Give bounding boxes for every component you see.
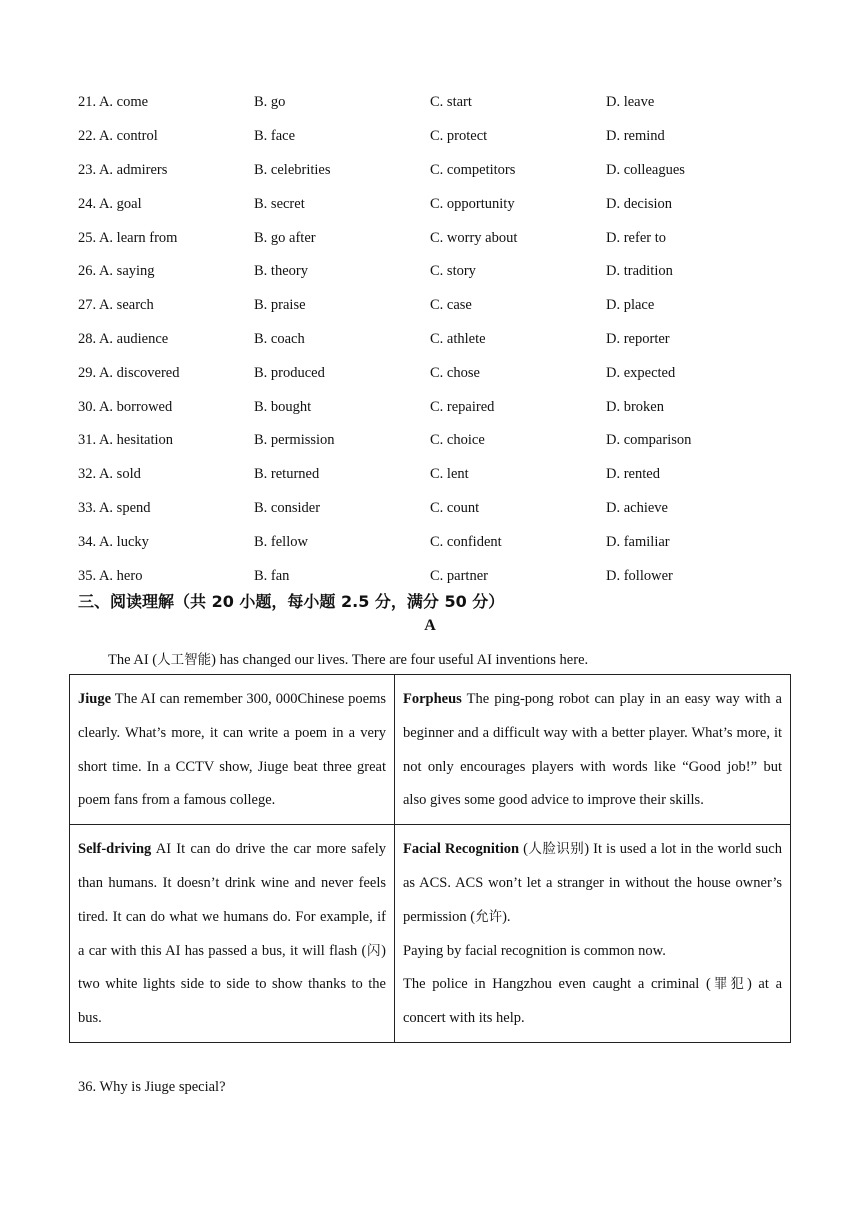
option-b: [254, 196, 430, 213]
option-a: [78, 466, 254, 483]
option-text: B. go: [254, 94, 286, 111]
option-text: C. repaired: [430, 398, 495, 415]
option-text: C. confident: [430, 533, 502, 550]
option-c: [430, 263, 606, 280]
option-text: D. place: [606, 297, 655, 314]
cell-title-jiuge: Jiuge: [78, 691, 112, 707]
cell-text-self-driving-1: AI It can do drive the car more safely than humans. It doesn’t drink wine and never feels tired. It can do what we humans do. For example, if a car with this AI has passed a bus, it will flash (: [78, 841, 386, 959]
facial-p3-cn: 罪犯: [710, 976, 747, 993]
option-text: A. admirers: [98, 161, 168, 178]
option-text: C. count: [430, 499, 480, 516]
facial-text-cn2: 允许: [475, 908, 503, 925]
option-a: [78, 568, 254, 585]
question-number: 22.: [78, 128, 97, 145]
option-text: D. refer to: [606, 229, 666, 246]
option-a: [78, 162, 254, 179]
facial-text-c: ).: [502, 908, 511, 925]
question-number: 28.: [78, 330, 97, 347]
option-text: A. learn from: [98, 229, 178, 246]
option-c: [430, 297, 606, 314]
option-d: [606, 230, 782, 247]
question-row: [78, 221, 798, 255]
cell-title-facial: Facial Recognition: [403, 841, 520, 858]
option-c: [430, 399, 606, 416]
option-a: [78, 297, 254, 314]
option-text: D. broken: [606, 398, 664, 415]
cell-text-self-driving-2: ) two white lights side to side to show thanks to the bus.: [78, 942, 386, 1027]
intro-text-cn: 人工智能: [157, 652, 212, 668]
option-b: [254, 331, 430, 348]
option-a: [78, 399, 254, 416]
cell-facial-recognition: [395, 825, 791, 1043]
option-b: [254, 162, 430, 179]
option-a: [78, 432, 254, 449]
intro-text-after: ) has changed our lives. There are four useful AI inventions here.: [211, 652, 589, 668]
cell-title-self-driving: Self-driving: [78, 841, 152, 858]
option-text: A. goal: [98, 195, 142, 212]
question-row: [78, 356, 798, 390]
option-text: B. secret: [254, 195, 305, 212]
option-text: A. search: [98, 297, 154, 314]
ai-inventions-table: [69, 674, 791, 1043]
option-text: B. returned: [254, 466, 320, 483]
intro-text-before: The AI (: [108, 652, 158, 668]
cloze-options: [78, 86, 798, 593]
option-text: B. theory: [254, 263, 308, 280]
option-text: A. hesitation: [98, 432, 174, 449]
option-c: [430, 466, 606, 483]
option-b: [254, 94, 430, 111]
option-text: C. opportunity: [430, 195, 515, 212]
question-number: 34.: [78, 533, 97, 550]
question-number: 32.: [78, 466, 97, 483]
option-text: C. choice: [430, 432, 485, 449]
question-row: [78, 255, 798, 289]
option-text: A. sold: [98, 466, 141, 483]
option-text: C. chose: [430, 364, 480, 381]
question-number: 24.: [78, 195, 97, 212]
option-b: [254, 500, 430, 517]
option-b: [254, 399, 430, 416]
table-row: [70, 675, 791, 825]
option-d: [606, 331, 782, 348]
question-row: [78, 492, 798, 526]
question-number: 26.: [78, 263, 97, 280]
question-number: 35.: [78, 567, 97, 584]
facial-paragraph-2: Paying by facial recognition is common now.: [403, 942, 666, 959]
option-d: [606, 263, 782, 280]
option-c: [430, 568, 606, 585]
option-text: B. go after: [254, 229, 316, 246]
question-row: [78, 323, 798, 357]
option-b: [254, 534, 430, 551]
option-c: [430, 534, 606, 551]
option-text: D. expected: [606, 364, 676, 381]
option-b: [254, 568, 430, 585]
option-b: [254, 128, 430, 145]
option-a: [78, 230, 254, 247]
option-d: [606, 297, 782, 314]
passage-letter: A: [424, 617, 436, 634]
option-text: D. follower: [606, 567, 673, 584]
facial-text-a: (: [519, 841, 528, 858]
option-text: A. spend: [98, 499, 151, 516]
option-text: D. achieve: [606, 499, 668, 516]
option-text: D. remind: [606, 128, 665, 145]
option-text: B. permission: [254, 432, 335, 449]
option-text: B. face: [254, 128, 296, 145]
question-number: 23.: [78, 161, 97, 178]
option-text: A. saying: [98, 263, 155, 280]
option-text: B. produced: [254, 364, 325, 381]
facial-paragraph-1: [403, 833, 782, 934]
option-text: D. rented: [606, 466, 660, 483]
question-row: [78, 187, 798, 221]
question-row: [78, 390, 798, 424]
option-c: [430, 432, 606, 449]
option-a: [78, 94, 254, 111]
option-d: [606, 399, 782, 416]
option-b: [254, 432, 430, 449]
option-c: [430, 230, 606, 247]
question-number: 29.: [78, 364, 97, 381]
option-d: [606, 128, 782, 145]
option-text: D. decision: [606, 195, 673, 212]
facial-text-cn: 人脸识别: [527, 841, 585, 858]
cell-forpheus: [395, 675, 791, 825]
option-a: [78, 331, 254, 348]
option-text: D. reporter: [606, 330, 670, 347]
option-d: [606, 432, 782, 449]
option-text: A. hero: [98, 567, 143, 584]
facial-paragraph-3: [403, 968, 782, 1036]
option-text: A. discovered: [98, 364, 180, 381]
option-d: [606, 568, 782, 585]
option-c: [430, 162, 606, 179]
option-text: A. borrowed: [98, 398, 173, 415]
option-b: [254, 365, 430, 382]
question-number: 25.: [78, 229, 97, 246]
question-number: 27.: [78, 297, 97, 314]
option-d: [606, 94, 782, 111]
option-text: B. coach: [254, 330, 305, 347]
option-text: B. fellow: [254, 533, 308, 550]
option-a: [78, 128, 254, 145]
option-text: A. lucky: [98, 533, 149, 550]
option-d: [606, 196, 782, 213]
option-c: [430, 365, 606, 382]
question-36: 36. Why is Jiuge special?: [78, 1079, 226, 1095]
option-text: A. audience: [98, 330, 169, 347]
option-text: B. consider: [254, 499, 321, 516]
table-row: [70, 825, 791, 1043]
option-text: C. competitors: [430, 161, 516, 178]
option-d: [606, 500, 782, 517]
section-title: 三、阅读理解（共 20 小题，每小题 2.5 分，满分 50 分）: [78, 592, 505, 611]
question-row: [78, 424, 798, 458]
option-b: [254, 230, 430, 247]
option-text: C. partner: [430, 567, 488, 584]
question-row: [78, 289, 798, 323]
question-number: 33.: [78, 499, 97, 516]
option-a: [78, 534, 254, 551]
option-a: [78, 196, 254, 213]
option-text: A. come: [98, 94, 149, 111]
cell-title-forpheus: Forpheus: [403, 691, 462, 707]
option-c: [430, 196, 606, 213]
cell-text-forpheus: The ping-pong robot can play in an easy way with a beginner and a difficult way with a better player. What’s more, it not only encourages players with words like “Good job!” but also gives some good advice to improve their skills.: [403, 691, 782, 809]
option-a: [78, 500, 254, 517]
option-text: C. protect: [430, 128, 488, 145]
option-text: A. control: [98, 128, 158, 145]
option-text: C. lent: [430, 466, 469, 483]
option-text: D. colleagues: [606, 161, 685, 178]
question-number: 21.: [78, 94, 97, 111]
option-b: [254, 466, 430, 483]
option-text: C. worry about: [430, 229, 518, 246]
question-number: 31.: [78, 432, 97, 449]
option-text: D. tradition: [606, 263, 673, 280]
option-b: [254, 297, 430, 314]
option-text: C. story: [430, 263, 476, 280]
facial-p3-a: The police in Hangzhou even caught a criminal (: [403, 976, 711, 993]
option-c: [430, 331, 606, 348]
question-row: [78, 458, 798, 492]
option-text: B. fan: [254, 567, 290, 584]
option-text: C. athlete: [430, 330, 486, 347]
option-text: D. leave: [606, 94, 655, 111]
option-text: B. celebrities: [254, 161, 331, 178]
passage-intro: [108, 648, 588, 669]
question-row: [78, 559, 798, 593]
cell-self-driving: [70, 825, 395, 1043]
option-b: [254, 263, 430, 280]
question-row: [78, 154, 798, 188]
option-d: [606, 466, 782, 483]
option-d: [606, 162, 782, 179]
cell-text-self-driving-cn: 闪: [366, 942, 382, 959]
option-text: D. familiar: [606, 533, 670, 550]
option-d: [606, 365, 782, 382]
question-row: [78, 525, 798, 559]
question-row: [78, 86, 798, 120]
option-a: [78, 263, 254, 280]
cell-jiuge: [70, 675, 395, 825]
option-text: C. case: [430, 297, 472, 314]
option-text: C. start: [430, 94, 472, 111]
option-c: [430, 500, 606, 517]
option-c: [430, 128, 606, 145]
option-d: [606, 534, 782, 551]
option-text: B. praise: [254, 297, 306, 314]
facial-text-b: ) It is used a lot in the world such as ACS. ACS won’t let a stranger in without the house owner’s permission (: [403, 841, 782, 925]
option-c: [430, 94, 606, 111]
cell-text-jiuge: The AI can remember 300, 000Chinese poems clearly. What’s more, it can write a poem in a very short time. In a CCTV show, Jiuge beat three great poem fans from a famous college.: [78, 691, 386, 809]
facial-p3-b: ) at a concert with its help.: [403, 976, 783, 1027]
question-row: [78, 120, 798, 154]
option-text: D. comparison: [606, 432, 692, 449]
option-a: [78, 365, 254, 382]
option-text: B. bought: [254, 398, 312, 415]
question-number: 30.: [78, 398, 97, 415]
